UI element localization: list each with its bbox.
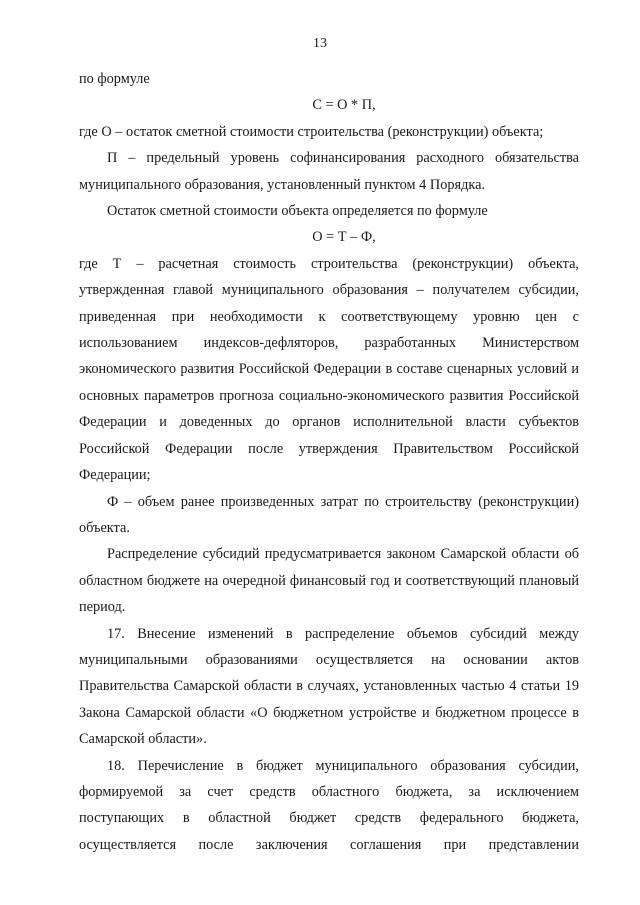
subsidy-distribution-paragraph: Распределение субсидий предусматривается законом Самарской области об областном бюджете на очередной финансовый год и соответствующий плановый период. (79, 546, 579, 616)
clause-18: 18. Перечисление в бюджет муниципального образования субсидии, формируемой за счет средств областного бюджета, за исключением поступающих в областной бюджет средств федерального бюджета, осуществляется после заключения соглашения при представлении (79, 757, 579, 853)
definition-p: П – предельный уровень софинансирования расходного обязательства муниципального образования, установленный пунктом 4 Порядка. (79, 150, 579, 193)
formula-intro: по формуле (79, 71, 150, 87)
definition-o: где О – остаток сметной стоимости строительства (реконструкции) объекта; (79, 123, 544, 140)
definition-f: Ф – объем ранее произведенных затрат по строительству (реконструкции) объекта. (79, 493, 579, 536)
definition-t: где Т – расчетная стоимость строительства (реконструкции) объекта, утвержденная главой муниципального образования – получателем субсидии, приведенная при необходимости к соответствующему уровню цен с использованием индексов-дефляторов, разработанных Министерством экономического развития Российской Федерации в составе сценарных условий и основных параметров прогноза социально-экономического развития Российской Федерации и доведенных до органов исполнительной власти субъектов Российской Федерации после утверждения Правительством Российской Федерации; (79, 255, 579, 484)
remaining-cost-intro: Остаток сметной стоимости объекта определяется по формуле (107, 203, 488, 220)
clause-17: 17. Внесение изменений в распределение объемов субсидий между муниципальными образованиями осуществляется на основании актов Правительства Самарской области в случаях, установленных частью 4 статьи 19 Закона Самарской области «О бюджетном устройстве и бюджетном процессе в Самарской области». (79, 625, 579, 748)
document-body (79, 66, 579, 858)
formula-c: С = О * П, (312, 97, 376, 114)
formula-o: О = Т – Ф, (312, 229, 376, 246)
page-number: 13 (313, 36, 327, 51)
